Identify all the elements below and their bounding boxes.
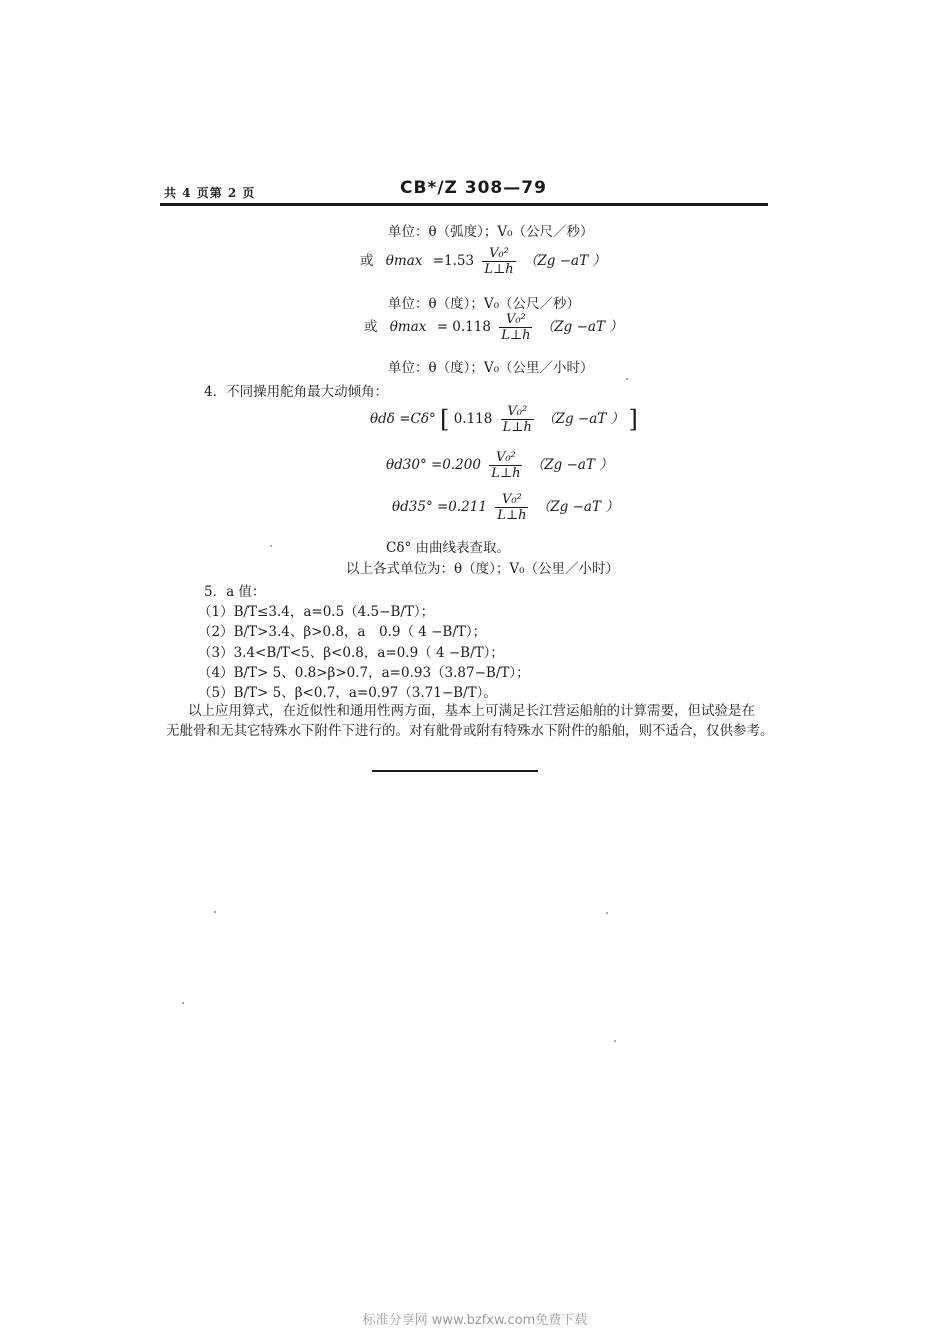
equation-delta-coef: 0.118 [453, 411, 493, 427]
equation-35-fraction [495, 492, 528, 523]
a-value-item-4: （4）B/T> 5、0.8>β>0.7，a=0.93（3.87−B/T）； [198, 665, 530, 681]
conclusion-line-2: 无舭骨和无其它特殊水下附件下进行的。对有舭骨或附有特殊水下附件的船舶，则不适合，仅供参考。 [166, 723, 774, 739]
equation-delta [370, 404, 638, 435]
fraction-numerator: V₀² [495, 450, 516, 465]
section-4-heading: 4．不同操用舵角最大动倾角： [204, 384, 389, 400]
fraction-numerator: V₀² [501, 492, 522, 507]
fraction-denominator: L⊥h [501, 328, 531, 343]
fraction-denominator: L⊥h [502, 420, 532, 435]
standard-code: CB*/Z 308—79 [400, 178, 547, 198]
fraction-numerator: V₀² [489, 246, 509, 261]
fraction-denominator: L⊥h [484, 262, 514, 277]
equation-35 [392, 492, 619, 523]
unit-line-1: 单位：θ（弧度）；V₀（公尺／秒） [388, 224, 594, 240]
equation-delta-lhs: θdδ =Cδ° [370, 411, 436, 427]
formula-2-coef: = 0.118 [436, 319, 491, 335]
formula-2-fraction [499, 312, 532, 343]
unit-line-2: 单位：θ（度）；V₀（公尺／秒） [388, 296, 581, 312]
formula-2-rhs: （Zg −aT ） [540, 319, 623, 335]
formula-2 [364, 312, 623, 343]
equation-35-lhs: θd35° =0.211 [392, 499, 487, 515]
scan-speck [606, 912, 608, 914]
a-value-item-1: （1）B/T≤3.4，a=0.5（4.5−B/T）； [198, 604, 435, 620]
scan-speck [214, 911, 216, 913]
formula-2-lhs: θmax [389, 319, 427, 335]
formula-1 [360, 246, 606, 277]
section-5-heading: 5．a 值： [204, 584, 266, 600]
left-bracket: [ [440, 405, 450, 434]
page-info: 共 4 页第 2 页 [164, 186, 256, 200]
equation-30-rhs: （Zg −aT ） [530, 457, 613, 473]
equation-30-lhs: θd30° =0.200 [386, 457, 481, 473]
footer-watermark: 标准分享网 www.bzfxw.com免费下载 [362, 1313, 588, 1328]
end-rule [372, 770, 538, 772]
header-rule [160, 203, 768, 206]
fraction-numerator: V₀² [507, 404, 528, 419]
fraction-denominator: L⊥h [491, 466, 521, 481]
formula-1-coef: =1.53 [432, 253, 475, 269]
unit-line-3: 单位：θ（度）；V₀（公里／小时） [388, 360, 594, 376]
scan-speck [614, 1040, 616, 1042]
scan-speck [182, 1002, 184, 1004]
fraction-denominator: L⊥h [497, 508, 527, 523]
scan-speck [626, 378, 628, 380]
scan-speck [270, 545, 272, 547]
equation-35-rhs: （Zg −aT ） [536, 499, 619, 515]
formula-1-lhs: θmax [385, 253, 423, 269]
right-bracket: ] [628, 405, 638, 434]
equation-30-fraction [489, 450, 522, 481]
c-delta-note: Cδ° 由曲线表查取。 [386, 540, 510, 556]
formula-1-fraction [482, 246, 515, 277]
a-value-item-2: （2）B/T>3.4、β>0.8，a 0.9（ 4 −B/T）； [198, 624, 487, 640]
a-value-item-5: （5）B/T> 5、β<0.7，a=0.97（3.71−B/T）。 [198, 685, 497, 701]
equation-delta-rhs: （Zg −aT ） [542, 411, 625, 427]
conclusion-line-1: 以上应用算式，在近似性和通用性两方面，基本上可满足长江营运船舶的计算需要，但试验是在 [188, 703, 755, 719]
or-label-2: 或 [364, 319, 378, 335]
equation-delta-fraction [501, 404, 534, 435]
formula-1-rhs: （Zg −aT ） [523, 253, 606, 269]
units-note: 以上各式单位为：θ（度）；V₀（公里／小时） [346, 561, 620, 577]
equation-30 [386, 450, 613, 481]
a-value-item-3: （3）3.4<B/T<5、β<0.8，a=0.9（ 4 −B/T）； [198, 645, 504, 661]
fraction-numerator: V₀² [505, 312, 526, 327]
or-label-1: 或 [360, 253, 374, 269]
